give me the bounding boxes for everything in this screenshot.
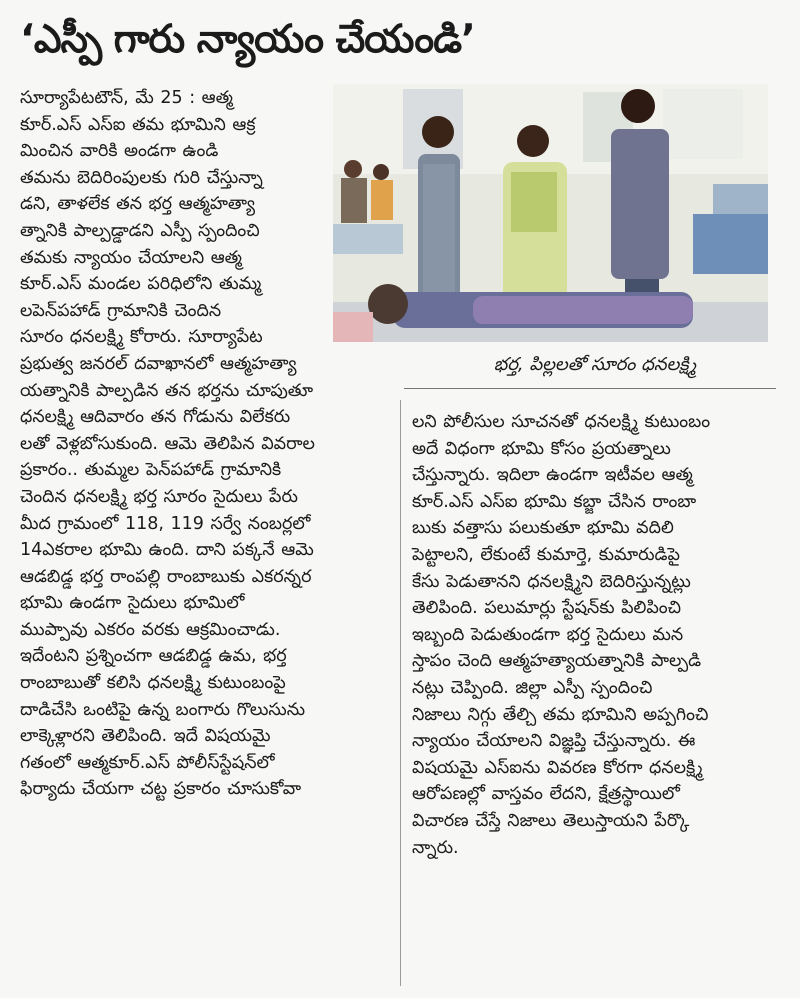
article-line: మీద గ్రామంలో 118, 119 సర్వే నంబర్లలో — [20, 513, 311, 534]
article-line: న్యాయం చేయాలని విజ్ఞప్తి చేస్తున్నారు. ఈ — [412, 731, 696, 752]
article-line: రాంబాబుతో కలిసి ధనలక్ష్మి కుటుంబంపై — [20, 673, 286, 694]
article-line: ధనలక్ష్మి ఆదివారం తన గోడును విలేకరు — [20, 407, 291, 428]
article-line: బుకు వత్తాసు పలుకుతూ భూమి వదిలి — [412, 518, 674, 539]
article-line: మించిన వారికి అండగా ఉండి — [20, 141, 219, 162]
article-line: చేస్తున్నారు. ఇదిలా ఉండగా ఇటీవల ఆత్మ — [412, 465, 693, 486]
article-line: పెట్టాలని, లేకుంటే కుమార్తె, కుమారుడిపై — [412, 544, 680, 565]
article-line: కూర్.ఎస్ మండల పరిధిలోని తుమ్మ — [20, 274, 262, 295]
article-line: లపెన్‌పహాడ్ గ్రామానికి చెందిన — [20, 300, 222, 321]
article-column-1 — [20, 85, 388, 803]
headline: ‘ఎస్పీ గారు న్యాయం చేయండి’ — [20, 17, 475, 62]
column-divider — [400, 400, 401, 986]
article-line: ఇబ్బంది పెడుతుండగా భర్త సైదులు మన — [412, 624, 684, 645]
article-line: కేసు పెడుతానని ధనలక్ష్మిని బెదిరిస్తున్నట్లు — [412, 571, 691, 592]
article-line: సూర్యాపేటటౌన్, మే 25 : ఆత్మ — [20, 88, 233, 108]
article-line: తమకు న్యాయం చేయాలని ఆత్మ — [20, 247, 242, 268]
article-line: ఇదేంటని ప్రశ్నించగా ఆడబిడ్డ ఉమ, భర్త — [20, 646, 287, 667]
article-line: కూర్.ఎస్ ఎస్ఐ భూమి కబ్జా చేసిన రాంబా — [412, 491, 697, 512]
article-line: కూర్.ఎస్ ఎస్ఐ తమ భూమిని ఆక్ర — [20, 114, 256, 135]
hospital-family-photo — [333, 84, 768, 342]
article-line: గతంలో ఆత్మకూర్.ఎస్ పోలీస్‌స్టేషన్‌లో — [20, 752, 275, 773]
article-line: తమను బెదిరింపులకు గురి చేస్తున్నా — [20, 167, 263, 188]
article-column-2 — [412, 409, 776, 861]
article-line: తెలిపింది. పలుమార్లు స్టేషన్‌కు పిలిపించి — [412, 598, 682, 619]
article-line: చెందిన ధనలక్ష్మి భర్త సూరం సైదులు పేరు — [20, 486, 298, 507]
photo-caption: భర్త, పిల్లలతో సూరం ధనలక్ష్మి — [493, 354, 697, 375]
article-line: యత్నానికి పాల్పడిన తన భర్తను చూపుతూ — [20, 380, 314, 401]
article-line: విచారణ చేస్తే నిజాలు తెలుస్తాయని పేర్కొ — [412, 810, 690, 831]
article-line: ఫిర్యాదు చేయగా చట్ట ప్రకారం చూసుకోవా — [20, 779, 302, 800]
article-line: ముప్పావు ఎకరం వరకు ఆక్రమించాడు. — [20, 619, 281, 640]
article-line: ప్రభుత్వ జనరల్ దవాఖానలో ఆత్మహత్యా — [20, 353, 297, 374]
article-line: సూరం ధనలక్ష్మి కోరారు. సూర్యాపేట — [20, 327, 263, 348]
article-line: లాక్కెళ్లారని తెలిపింది. ఇదే విషయమై — [20, 726, 271, 747]
caption-divider — [404, 388, 776, 389]
article-line: ఆడబిడ్డ భర్త రాంపల్లి రాంబాబుకు ఎకరన్నర — [20, 566, 312, 587]
article-line: దాడిచేసి ఒంటిపై ఉన్న బంగారు గొలుసును — [20, 699, 306, 720]
article-line: ఆరోపణల్లో వాస్తవం లేదని, క్షేత్రస్థాయిలో — [412, 784, 680, 805]
article-line: ప్రకారం.. తుమ్మల పెన్‌పహాడ్ గ్రామానికి — [20, 460, 282, 481]
article-line: త్నానికి పాల్పడ్డాడని ఎస్పీ స్పందించి — [20, 220, 260, 241]
article-line: అదే విధంగా భూమి కోసం ప్రయత్నాలు — [412, 438, 671, 459]
article-line: విషయమై ఎస్ఐను వివరణ కోరగా ధనలక్ష్మి — [412, 757, 703, 778]
article-line: స్తాపం చెంది ఆత్మహత్యాయత్నానికి పాల్పడి — [412, 651, 702, 672]
article-line: లని పోలీసుల సూచనతో ధనలక్ష్మి కుటుంబం — [412, 412, 711, 432]
article-line: లతో వెళ్లబోసుకుంది. ఆమె తెలిపిన వివరాల — [20, 433, 315, 454]
article-line: డని, తాళలేక తన భర్త ఆత్మహత్యా — [20, 194, 256, 215]
article-line: న్నారు. — [412, 837, 459, 858]
article-line: 14ఎకరాల భూమి ఉంది. దాని పక్కనే ఆమె — [20, 540, 314, 561]
news-photo — [333, 84, 768, 342]
article-line: భూమి ఉండగా సైదులు భూమిలో — [20, 593, 245, 614]
article-line: నట్లు చెప్పింది. జిల్లా ఎస్పీ స్పందించి — [412, 677, 653, 698]
article-line: నిజాలు నిగ్గు తేల్చి తమ భూమిని అప్పగించి — [412, 704, 709, 725]
